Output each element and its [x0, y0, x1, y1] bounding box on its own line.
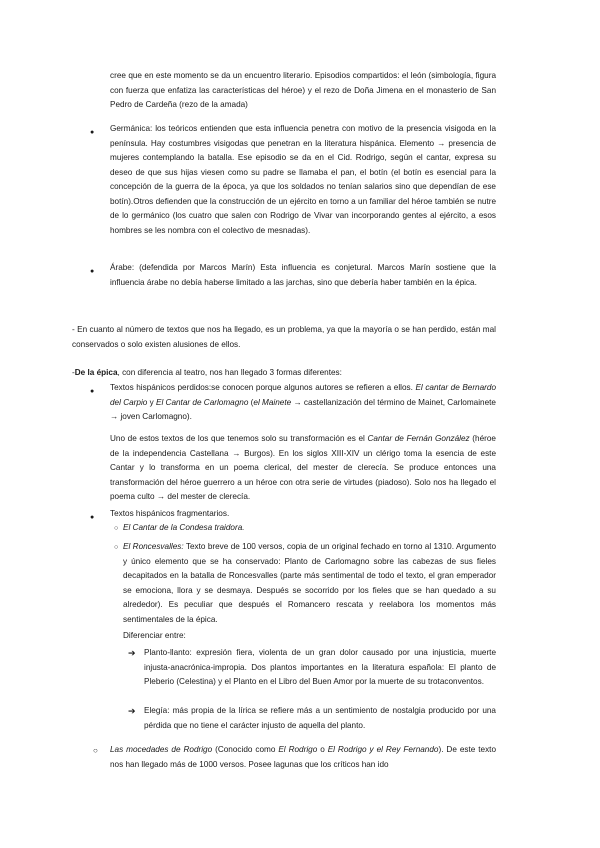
circle-bullet-icon: ○	[93, 746, 98, 755]
bullet-icon: ●	[90, 129, 95, 136]
textos-perdidos-paragraph: Textos hispánicos perdidos:se conocen porque algunos autores se refieren a ellos. El cantar de Bernardo del Carpio y El Cantar de Carlomagno (el Mainete → castellanización del término de Mainet, Carlomainete → joven Carlomagno).	[110, 383, 497, 422]
condesa-traidora-item: El Cantar de la Condesa traidora.	[123, 523, 245, 532]
diferenciar-label: Diferenciar entre:	[123, 631, 186, 640]
arabe-paragraph: Árabe: (defendida por Marcos Marín) Esta influencia es conjetural. Marcos Marín sostiene que la influencia árabe no debía haberse limitado a las jarchas, sino que debería haber también en la épica.	[110, 263, 496, 287]
planto-paragraph: Planto-llanto: expresión fiera, violenta de un gran dolor causado por una injusticia, muerte injusta-anacrónica-impropia. Dos plantos importantes en la literatura española: El planto de Pleberio (Celestina) y el Planto en el Libro del Buen Amor por la muerte de su trotaconventos.	[144, 648, 496, 687]
epica-heading: -De la épica, con diferencia al teatro, nos han llegado 3 formas diferentes:	[72, 368, 342, 377]
roncesvalles-paragraph: El Roncesvalles: Texto breve de 100 versos, copia de un original fechado en torno al 1310. Argumento y único elemento que se ha conservado: Planto de Carlomagno sobre las cabezas de sus fieles decapitados en la batalla de Roncesvalles (parte más sentimental de todo el texto, el gran emperador se emociona, llora y se desmaya. Después se socorrido por los fieles que se han quedado a su alrededor). Es peculiar que después el Romancero rescata y reelabora los momentos más sentimentales de la épica.	[123, 542, 496, 624]
paragraph-continuation: cree que en este momento se da un encuentro literario. Episodios compartidos: el león (simbología, figura con fuerza que enfatiza las características del héroe) y el rezo de Doña Jimena en el monasterio de San Pedro de Cardeña (rezo de la amada)	[110, 71, 496, 110]
bullet-icon: ●	[90, 514, 95, 521]
mocedades-paragraph: Las mocedades de Rodrigo (Conocido como El Rodrigo o El Rodrigo y el Rey Fernando). De este texto nos han llegado más de 1000 versos. Posee lagunas que los críticos han ido	[110, 745, 496, 769]
fernan-gonzalez-paragraph: Uno de estos textos de los que tenemos solo su transformación es el Cantar de Fernán González (héroe de la independencia Castellana → Burgos). En los siglos XIII-XIV un clérigo toma la esencia de este Cantar y lo transforma en un poema clerical, del mester de clerecía. Se produce entonces una transformación del héroe guerrero a un héroe con otra serie de virtudes (piadoso). Solo nos ha llegado el poema culto → del mester de clerecía.	[110, 434, 496, 502]
bullet-icon: ●	[90, 388, 95, 395]
germanica-paragraph: Germánica: los teóricos entienden que esta influencia penetra con motivo de la presencia visigoda en la península. Hay costumbres visigodas que penetran en la literatura hispánica. Elemento → presencia de mujeres contemplando la batalla. Ese episodio se da en el Cid. Rodrigo, según el cantar, expresa su deseo de que sus hijas viesen como su padre se llamaba el pan, el botín (el botín es esencial para la concepción de la guerra de la época, ya que los soldados no tenían salarios sino que dependían de ese botín).Otros defienden que la construcción de un ejército en torno a un familiar del héroe también se nutre de lo germánico (los cuatro que salen con Rodrigo de Vivar van incorporando gentes al ejército, a esos hombres se les nombra con el colectivo de mesnadas).	[110, 124, 496, 235]
fragmentarios-item: Textos hispánicos fragmentarios.	[110, 509, 230, 518]
circle-bullet-icon: ○	[114, 544, 119, 551]
circle-bullet-icon: ○	[114, 525, 119, 532]
arrow-icon: ➔	[128, 706, 136, 716]
arrow-icon: ➔	[128, 648, 136, 658]
bullet-icon: ●	[90, 268, 95, 275]
numero-textos-paragraph: - En cuanto al número de textos que nos ha llegado, es un problema, ya que la mayoría o se han perdido, están mal conservados o solo existen alusiones de ellos.	[72, 325, 496, 349]
elegia-paragraph: Elegía: más propia de la lírica se refiere más a un sentimiento de nostalgia producido por una pérdida que no tiene el carácter injusto de aquella del planto.	[144, 706, 496, 730]
